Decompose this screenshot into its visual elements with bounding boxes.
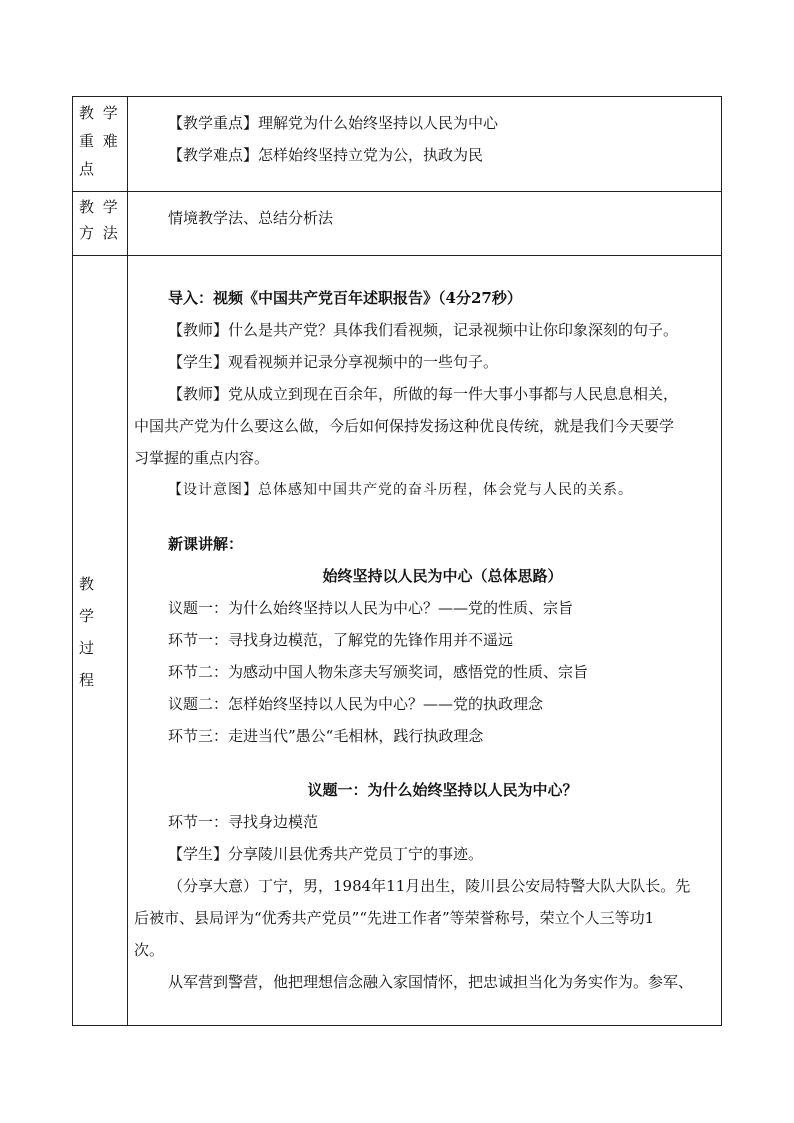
teaching-method: 情境教学法、总结分析法 xyxy=(168,209,334,227)
spacer xyxy=(168,506,717,528)
student-line: 【学生】分享陵川县优秀共产党员丁宁的事迹。 xyxy=(168,845,484,863)
student-line: 【学生】观看视频并记录分享视频中的一些句子。 xyxy=(168,353,499,371)
topic-heading: 议题一：为什么始终坚持以人民为中心？ xyxy=(307,781,578,799)
method-row xyxy=(73,192,722,256)
teaching-focus: 【教学重点】理解党为什么始终坚持以人民为中心 xyxy=(168,114,499,132)
outline-item: 环节三：走进当代”愚公“毛相林，践行执政理念 xyxy=(168,727,484,745)
outline-item: 环节一：寻找身边模范，了解党的先锋作用并不遥远 xyxy=(168,631,514,649)
outline-item: 议题二：怎样始终坚持以人民为中心？——党的执政理念 xyxy=(168,695,544,713)
label-char: 点 xyxy=(79,160,97,178)
teaching-difficulty: 【教学难点】怎样始终坚持立党为公，执政为民 xyxy=(168,146,484,164)
label-char: 教 学 xyxy=(79,198,120,216)
process-label-cell xyxy=(73,256,128,1026)
teacher-line: 【教师】什么是共产党？具体我们看视频，记录视频中让你印象深刻的句子。 xyxy=(168,321,679,339)
outline-item: 议题一：为什么始终坚持以人民为中心？——党的性质、宗旨 xyxy=(168,599,574,617)
label-char: 教 xyxy=(79,575,97,593)
label-char: 过 xyxy=(79,639,97,657)
process-content-cell xyxy=(128,256,722,1026)
focus-row xyxy=(73,97,722,192)
share-text-cont: 次。 xyxy=(134,941,165,959)
label-char: 学 xyxy=(79,607,97,625)
lesson-plan-table xyxy=(72,96,722,1026)
focus-content-cell xyxy=(128,97,722,192)
share-text: （分享大意）丁宁，男，1984年11月出生，陵川县公安局特警大队大队长。先 xyxy=(168,877,691,895)
intro-title: 导入：视频《中国共产党百年述职报告》（4分27秒） xyxy=(168,289,522,307)
new-lesson-heading: 新课讲解： xyxy=(168,535,244,553)
spacer xyxy=(168,752,717,774)
method-content-cell xyxy=(128,192,722,256)
overall-outline-title: 始终坚持以人民为中心（总体思路） xyxy=(322,567,563,585)
share-text-cont: 后被市、县局评为“优秀共产党员”“先进工作者”等荣誉称号，荣立个人三等功1 xyxy=(134,909,655,927)
teacher-line: 【教师】党从成立到现在百余年，所做的每一件大事小事都与人民息息相关， xyxy=(168,385,679,403)
label-char: 程 xyxy=(79,671,97,689)
method-label-cell xyxy=(73,192,128,256)
paragraph-text: 从军营到警营，他把理想信念融入家国情怀，把忠诚担当化为务实作为。参军、 xyxy=(168,973,694,991)
design-intent: 【设计意图】总体感知中国共产党的奋斗历程，体会党与人民的关系。 xyxy=(168,482,633,498)
teacher-line-cont: 中国共产党为什么要这么做，今后如何保持发扬这种优良传统，就是我们今天要学 xyxy=(134,417,675,435)
focus-label-cell xyxy=(73,97,128,192)
outline-item: 环节二：为感动中国人物朱彦夫写颁奖词，感悟党的性质、宗旨 xyxy=(168,663,589,681)
label-char: 教 学 xyxy=(79,104,120,122)
label-char: 方 法 xyxy=(79,224,120,242)
step-heading: 环节一：寻找身边模范 xyxy=(168,813,319,831)
process-row xyxy=(73,256,722,1026)
teacher-line-cont: 习掌握的重点内容。 xyxy=(134,449,270,467)
label-char: 重 难 xyxy=(79,132,120,150)
